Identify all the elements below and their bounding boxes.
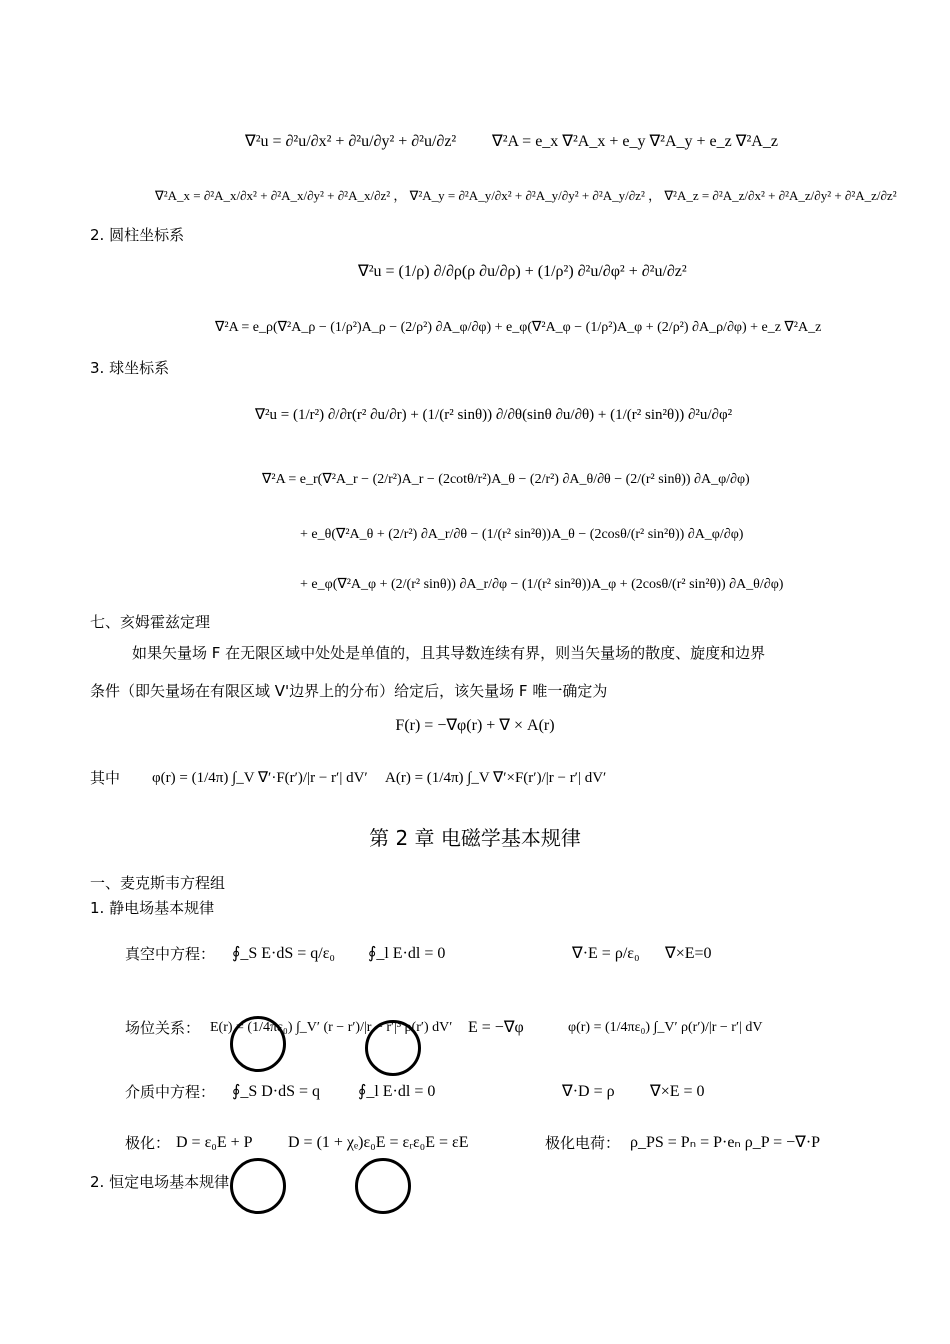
helmholtz-main-equation: F(r) = −∇φ(r) + ∇ × A(r) <box>395 717 555 734</box>
vacuum-equations-label: 真空中方程： <box>125 945 216 963</box>
field-potential-label: 场位关系： <box>125 1019 201 1037</box>
annotation-circle-4 <box>355 1158 411 1214</box>
helmholtz-where-label: 其中 <box>90 769 121 787</box>
polarization-eq1: D = ε₀E + P <box>176 1134 253 1151</box>
annotation-circle-3 <box>230 1158 286 1214</box>
cartesian-laplacian-components: ∇²A_x = ∂²A_x/∂x² + ∂²A_x/∂y² + ∂²A_x/∂z² ， ∇²A_y = ∂²A_y/∂x² + ∂²A_y/∂y² + ∂²A_y/∂z² ， ∇²A_z = ∂²A_z/∂x² + ∂²A_z/∂y² + ∂²A_z/∂z² <box>155 188 897 203</box>
spherical-laplacian-A-theta: + e_θ(∇²A_θ + (2/r²) ∂A_r/∂θ − (1/(r² sin²θ))A_θ − (2cosθ/(r² sin²θ)) ∂A_φ/∂φ) <box>300 527 744 542</box>
medium-loop-law: ∮_l E·dl = 0 <box>358 1083 436 1100</box>
helmholtz-phi-equation: φ(r) = (1/4π) ∫_V ∇′·F(r′)/|r − r′| dV′ <box>152 770 368 786</box>
helmholtz-paragraph-line1: 如果矢量场 F 在无限区域中处处是单值的，且其导数连续有界，则当矢量场的散度、旋度和边界 <box>132 644 766 662</box>
field-gradient-equation: E = −∇φ <box>468 1019 524 1036</box>
spherical-laplacian-A-r: ∇²A = e_r(∇²A_r − (2/r²)A_r − (2cotθ/r²)A_θ − (2/r²) ∂A_θ/∂θ − (2/(r² sinθ)) ∂A_φ/∂φ) <box>262 472 750 487</box>
cylindrical-heading: 2. 圆柱坐标系 <box>90 226 185 244</box>
cartesian-laplacian-A: ∇²A = e_x ∇²A_x + e_y ∇²A_y + e_z ∇²A_z <box>492 133 778 150</box>
steady-current-subheading: 2. 恒定电场基本规律 <box>90 1173 230 1191</box>
chapter-title: 第 2 章 电磁学基本规律 <box>369 826 581 850</box>
helmholtz-A-equation: A(r) = (1/4π) ∫_V ∇′×F(r′)/|r − r′| dV′ <box>385 770 607 786</box>
vacuum-gauss-law: ∮_S E·dS = q/ε₀ <box>232 945 335 962</box>
annotation-circle-2 <box>365 1020 421 1076</box>
medium-curl: ∇×E = 0 <box>650 1083 705 1100</box>
medium-equations-label: 介质中方程： <box>125 1083 216 1101</box>
polarization-charge-equation: ρ_PS = Pₙ = P·eₙ ρ_P = −∇·P <box>630 1134 821 1151</box>
polarization-eq2: D = (1 + χₑ)ε₀E = εᵣε₀E = εE <box>288 1134 469 1151</box>
vacuum-loop-law: ∮_l E·dl = 0 <box>368 945 446 962</box>
spherical-heading: 3. 球坐标系 <box>90 359 170 377</box>
field-integral-equation: E(r) = (1/4πε₀) ∫_V′ (r − r′)/|r − r′|³ ρ(r′) dV′ <box>210 1020 453 1035</box>
electrostatic-subheading: 1. 静电场基本规律 <box>90 899 215 917</box>
helmholtz-paragraph-line2: 条件（即矢量场在有限区域 V'边界上的分布）给定后，该矢量场 F 唯一确定为 <box>90 682 608 700</box>
cartesian-laplacian-u: ∇²u = ∂²u/∂x² + ∂²u/∂y² + ∂²u/∂z² <box>245 133 457 150</box>
maxwell-section-heading: 一、麦克斯韦方程组 <box>90 874 226 892</box>
vacuum-divergence: ∇·E = ρ/ε₀ <box>572 945 640 962</box>
cylindrical-laplacian-A: ∇²A = e_ρ(∇²A_ρ − (1/ρ²)A_ρ − (2/ρ²) ∂A_φ/∂φ) + e_φ(∇²A_φ − (1/ρ²)A_φ + (2/ρ²) ∂A_ρ/∂φ) + e_z ∇²A_z <box>215 320 822 335</box>
helmholtz-heading: 七、亥姆霍兹定理 <box>90 613 211 631</box>
vacuum-curl: ∇×E=0 <box>665 945 712 962</box>
annotation-circle-1 <box>230 1016 286 1072</box>
medium-gauss-law: ∮_S D·dS = q <box>232 1083 321 1100</box>
cylindrical-laplacian-u: ∇²u = (1/ρ) ∂/∂ρ(ρ ∂u/∂ρ) + (1/ρ²) ∂²u/∂φ² + ∂²u/∂z² <box>358 263 687 280</box>
medium-divergence: ∇·D = ρ <box>562 1083 615 1100</box>
potential-integral-equation: φ(r) = (1/4πε₀) ∫_V′ ρ(r′)/|r − r′| dV <box>568 1020 763 1035</box>
spherical-laplacian-A-phi: + e_φ(∇²A_φ + (2/(r² sinθ)) ∂A_r/∂φ − (1/(r² sin²θ))A_φ + (2cosθ/(r² sin²θ)) ∂A_θ/∂φ) <box>300 577 784 592</box>
spherical-laplacian-u: ∇²u = (1/r²) ∂/∂r(r² ∂u/∂r) + (1/(r² sinθ)) ∂/∂θ(sinθ ∂u/∂θ) + (1/(r² sin²θ)) ∂²u/∂φ² <box>255 407 733 423</box>
polarization-charge-label: 极化电荷： <box>545 1134 621 1152</box>
polarization-label: 极化： <box>125 1134 171 1152</box>
